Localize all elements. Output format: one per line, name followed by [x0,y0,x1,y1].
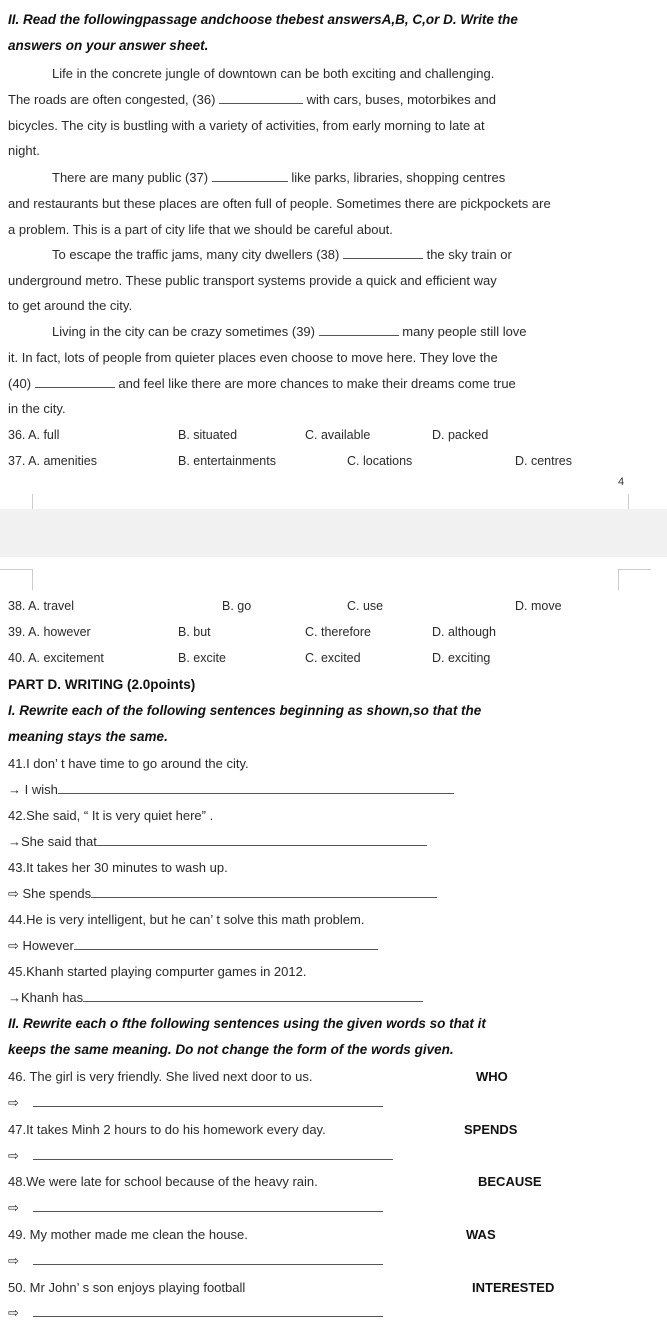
mc-option-d: D. move [515,599,562,613]
rewrite-question: 45.Khanh started playing compurter games in 2012. [8,964,307,979]
rewrite-answer-line [8,886,437,902]
mc-option-c: C. therefore [305,625,372,639]
mc-option-c: C. use [347,599,384,613]
keyword-interested: INTERESTED [472,1280,555,1295]
answer-blank [33,1096,383,1107]
rewrite-prompt: ⇨ She spends [8,886,92,901]
passage-line: Life in the concrete jungle of downtown can be both exciting and challenging. [52,66,495,81]
answer-blank [33,1306,383,1317]
answer-blank-38 [343,248,423,259]
mc-option-d: D. packed [432,428,489,442]
page-break-gap [0,509,667,557]
passage-text: To escape the traffic jams, many city dwellers (38) [52,247,340,262]
part-d-heading: PART D. WRITING (2.0points) [8,677,196,692]
rewrite-question: 49. My mother made me clean the house. [8,1227,248,1242]
keyword-spends: SPENDS [464,1122,518,1137]
mc-option-a: 40. A. excitement [8,651,104,665]
page-corner-mark [0,569,33,590]
mc-option-b: B. go [222,599,252,613]
rewrite1-instruction-line2: meaning stays the same. [8,729,168,744]
passage-line [8,92,496,107]
answer-blank-40 [35,377,115,388]
passage-line [52,324,527,339]
rewrite-answer-line [8,1095,383,1111]
passage-text: There are many public (37) [52,170,209,185]
rewrite-prompt: →She said that [8,834,97,849]
passage-line [8,376,516,391]
passage-text: like parks, libraries, shopping centres [291,170,506,185]
reading-instruction-line1: II. Read the followingpassage andchoose thebest answersA,B, C,or D. Write the [8,12,518,27]
arrow-icon: ⇨ [8,1148,19,1163]
rewrite-prompt: ⇨ However [8,938,74,953]
mc-option-b: B. but [178,625,211,639]
mc-option-c: C. available [305,428,371,442]
rewrite-question: 50. Mr John’ s son enjoys playing football [8,1280,246,1295]
passage-line: a problem. This is a part of city life that we should be careful about. [8,222,393,237]
passage-line: underground metro. These public transport systems provide a quick and efficient way [8,273,497,288]
passage-text: Living in the city can be crazy sometimes (39) [52,324,315,339]
arrow-icon: ⇨ [8,1253,19,1268]
rewrite2-instruction-line2: keeps the same meaning. Do not change the form of the words given. [8,1042,454,1057]
mc-option-b: B. excite [178,651,226,665]
passage-text: with cars, buses, motorbikes and [306,92,496,107]
mc-option-d: D. exciting [432,651,491,665]
answer-blank-36 [219,93,303,104]
answer-blank [83,991,423,1002]
passage-text: the sky train or [426,247,512,262]
passage-line [52,170,505,185]
answer-blank [74,939,378,950]
rewrite-question: 42.She said, “ It is very quiet here” . [8,808,214,823]
rewrite-prompt: → I wish [8,782,58,797]
answer-blank [58,783,454,794]
rewrite-question: 47.It takes Minh 2 hours to do his homework every day. [8,1122,326,1137]
rewrite-question: 46. The girl is very friendly. She lived next door to us. [8,1069,313,1084]
passage-text: and feel like there are more chances to make their dreams come true [118,376,516,391]
rewrite-prompt: →Khanh has [8,990,84,1005]
rewrite-answer-line [8,834,427,849]
rewrite-question: 43.It takes her 30 minutes to wash up. [8,860,228,875]
answer-blank [33,1201,383,1212]
rewrite-answer-line [8,990,423,1005]
passage-line: it. In fact, lots of people from quieter places even choose to move here. They love the [8,350,498,365]
rewrite-question: 44.He is very intelligent, but he can’ t solve this math problem. [8,912,365,927]
arrow-icon: ⇨ [8,1095,19,1110]
rewrite-question: 48.We were late for school because of the heavy rain. [8,1174,318,1189]
rewrite-answer-line [8,938,378,954]
answer-blank [97,835,427,846]
answer-blank-37 [212,171,288,182]
answer-blank [33,1149,393,1160]
mc-option-c: C. locations [347,454,413,468]
passage-line: bicycles. The city is bustling with a variety of activities, from early morning to late at [8,118,485,133]
page-corner-mark [618,569,651,590]
mc-option-a: 39. A. however [8,625,91,639]
answer-blank-39 [319,325,399,336]
passage-text: many people still love [402,324,527,339]
rewrite-answer-line [8,1148,393,1164]
mc-option-a: 37. A. amenities [8,454,97,468]
mc-option-c: C. excited [305,651,361,665]
page-number: 4 [618,476,625,488]
passage-line: to get around the city. [8,298,133,313]
answer-blank [91,887,437,898]
passage-text: The roads are often congested, (36) [8,92,216,107]
passage-line: night. [8,143,40,158]
mc-option-b: B. entertainments [178,454,276,468]
keyword-who: WHO [476,1069,508,1084]
rewrite-question: 41.I don’ t have time to go around the city. [8,756,249,771]
rewrite-answer-line [8,1253,383,1269]
rewrite-answer-line [8,782,454,797]
rewrite-answer-line [8,1305,383,1321]
arrow-icon: ⇨ [8,1305,19,1320]
rewrite-answer-line [8,1200,383,1216]
passage-text: (40) [8,376,32,391]
reading-instruction-line2: answers on your answer sheet. [8,38,209,53]
mc-option-b: B. situated [178,428,238,442]
passage-line: in the city. [8,401,66,416]
keyword-because: BECAUSE [478,1174,542,1189]
passage-line [52,247,512,262]
mc-option-d: D. centres [515,454,572,468]
rewrite2-instruction-line1: II. Rewrite each o fthe following sentences using the given words so that it [8,1016,486,1031]
passage-line: and restaurants but these places are often full of people. Sometimes there are pickpockets are [8,196,551,211]
keyword-was: WAS [466,1227,496,1242]
mc-option-a: 38. A. travel [8,599,75,613]
rewrite1-instruction-line1: I. Rewrite each of the following sentences beginning as shown,so that the [8,703,482,718]
answer-blank [33,1254,383,1265]
mc-option-a: 36. A. full [8,428,60,442]
arrow-icon: ⇨ [8,1200,19,1215]
mc-option-d: D. although [432,625,496,639]
